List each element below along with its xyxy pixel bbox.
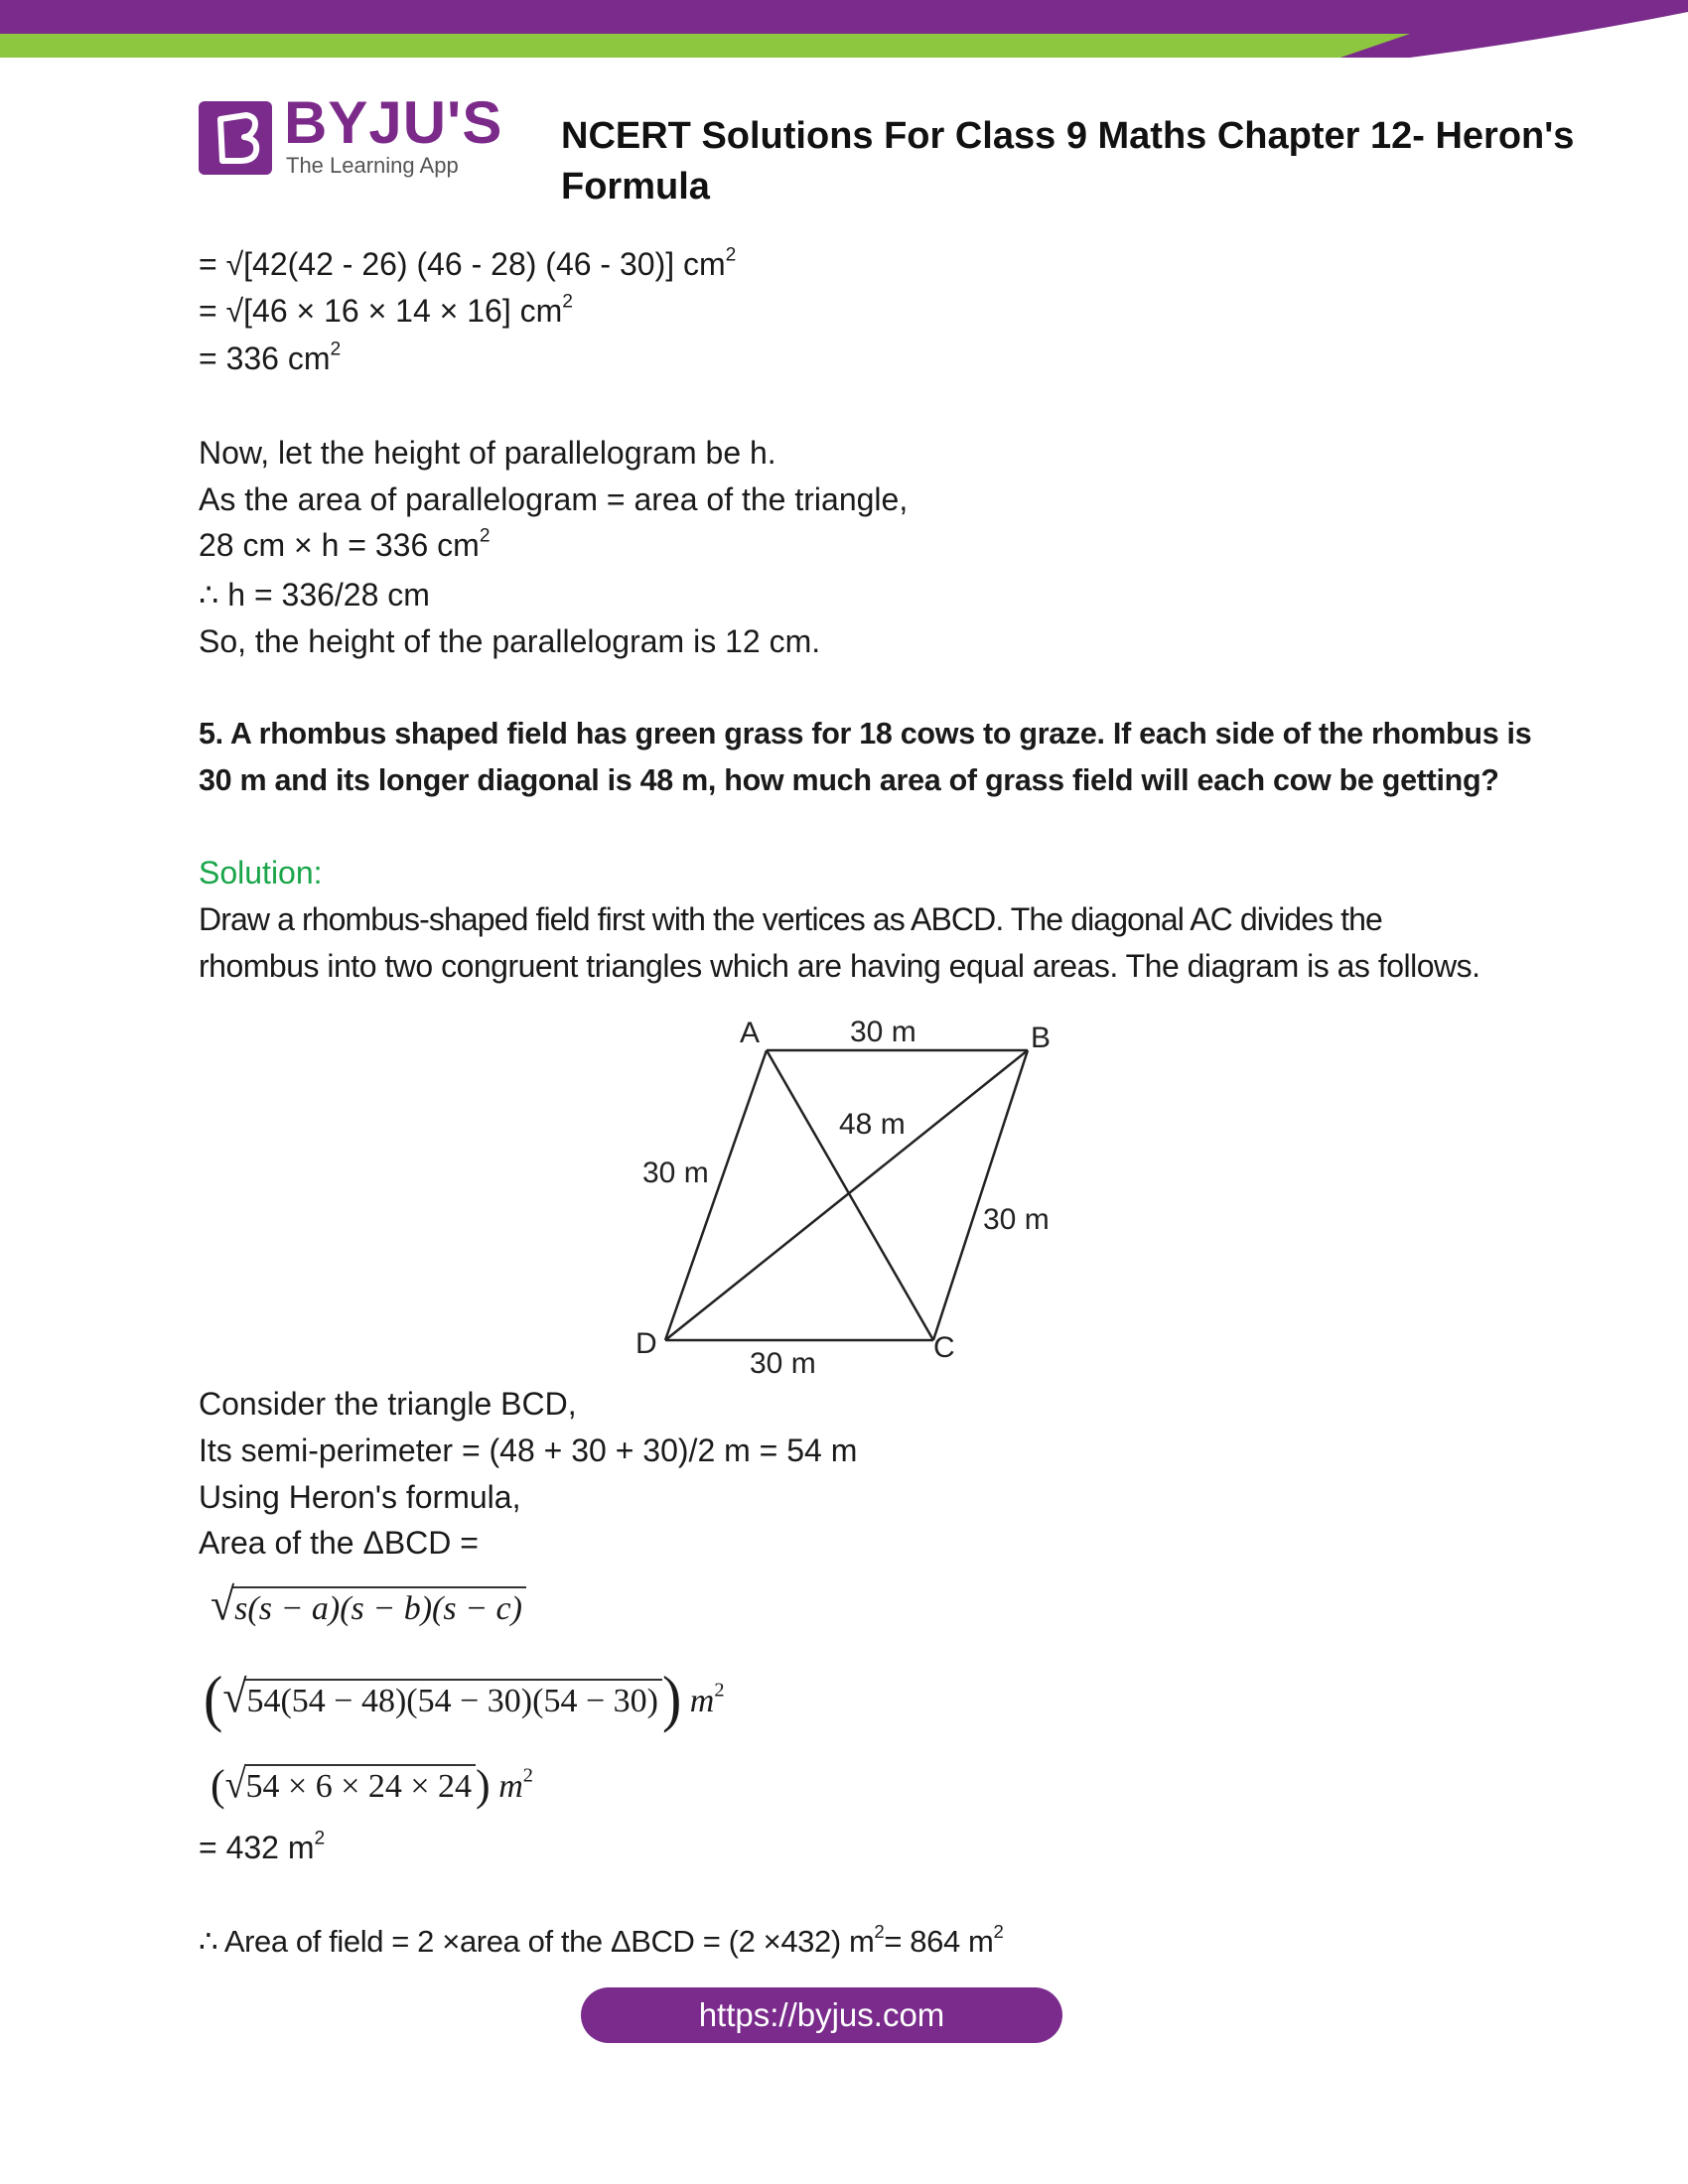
footer-url-link[interactable]: https://byjus.com	[581, 1987, 1062, 2043]
step-3: Using Heron's formula,	[199, 1479, 521, 1515]
solution-label: Solution:	[199, 855, 323, 890]
explanation-line-2: As the area of parallelogram = area of the triangle,	[199, 481, 909, 517]
label-cd: 30 m	[750, 1347, 816, 1380]
diagonal-ac	[767, 1050, 933, 1340]
byjus-logo	[197, 89, 503, 182]
question-5-line-1: 5. A rhombus shaped field has green grass for 18 cows to graze. If each side of the rhombus is	[199, 717, 1532, 751]
calc-line-1: = √[42(42 - 26) (46 - 28) (46 - 30)] $cm^2$	[199, 244, 737, 282]
side-bc	[933, 1050, 1028, 1340]
solution-intro-1: Draw a rhombus-shaped field first with the vertices as ABCD. The diagonal AC divides the	[199, 901, 1382, 937]
vertex-d: D	[635, 1327, 657, 1360]
question-5-line-2: 30 m and its longer diagonal is 48 m, how much area of grass field will each cow be getting?	[199, 763, 1499, 797]
vertex-c: C	[933, 1331, 955, 1364]
byjus-b-icon	[197, 97, 274, 177]
heron-formula-substituted: (√54(54 − 48)(54 − 30)(54 − 30)) $m^2$	[204, 1662, 725, 1734]
label-bc: 30 m	[983, 1203, 1050, 1236]
label-da: 30 m	[642, 1157, 709, 1189]
label-diagonal: 48 m	[839, 1108, 906, 1141]
step-2: Its semi-perimeter = (48 + 30 + 30)/2 m = 54 m	[199, 1433, 858, 1468]
step-4: Area of the ΔBCD =	[199, 1525, 479, 1561]
calc-line-3: = 336 $cm^2$	[199, 339, 342, 376]
step-1: Consider the triangle BCD,	[199, 1386, 577, 1422]
logo-tagline: The Learning App	[286, 153, 459, 178]
final-area: ∴ Area of field = 2 ×area of the ΔBCD = (2 ×432) $m^2= 864$ $m^2$	[199, 1921, 1004, 1959]
explanation-line-4: ∴ h = 336/28 cm	[199, 577, 430, 613]
vertex-b: B	[1031, 1022, 1052, 1054]
solution-intro-2: rhombus into two congruent triangles which are having equal areas. The diagram is as follows.	[199, 948, 1480, 984]
heron-formula-generic: √s(s − a)(s − b)(s − c)	[211, 1583, 526, 1627]
vertex-a: A	[740, 1017, 761, 1049]
rhombus-diagram	[616, 998, 1082, 1385]
explanation-line-3: 28 cm × h = 336 $cm^2$	[199, 525, 491, 563]
diagonal-bd	[665, 1050, 1028, 1340]
calc-line-2: = √[46 × 16 × 14 × 16] $cm^2$	[199, 291, 573, 329]
label-ab: 30 m	[850, 1016, 916, 1048]
area-result: = 432 $m^2$	[199, 1828, 326, 1865]
heron-formula-simplified: (√54 × 6 × 24 × 24) $m^2$	[211, 1761, 533, 1810]
logo-wordmark: BYJU'S	[284, 89, 503, 156]
side-da	[665, 1050, 767, 1340]
page-title: NCERT Solutions For Class 9 Maths Chapter 12- Heron's Formula	[561, 115, 1575, 207]
explanation-line-5: So, the height of the parallelogram is 12 cm.	[199, 623, 821, 659]
explanation-line-1: Now, let the height of parallelogram be h.	[199, 435, 776, 471]
top-banner	[0, 0, 1688, 69]
